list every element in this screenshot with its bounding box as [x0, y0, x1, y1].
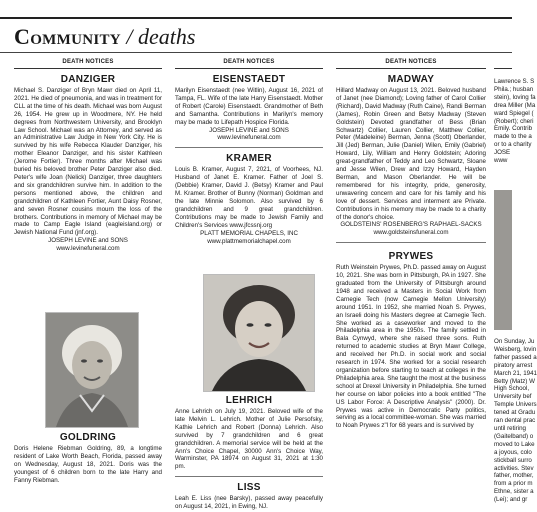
partial-notice-bottom-line: March 21, 1941 — [494, 369, 537, 377]
photo-lehrich — [203, 274, 315, 392]
partial-notice-top-line: drea Miller (Ma — [494, 101, 536, 109]
partial-notice-bottom-line: a joyous, colo — [494, 448, 532, 456]
notice-divider — [175, 476, 323, 477]
notice-divider — [336, 242, 486, 243]
website-danziger: www.levinefuneral.com — [56, 245, 120, 253]
section-title: Community — [14, 24, 121, 49]
partial-notice-bottom — [494, 338, 537, 504]
partial-notice-top-line: Lawrence S. S — [494, 78, 535, 85]
partial-notice-top-line: stein), loving fa — [494, 93, 536, 101]
column-3 — [336, 58, 486, 430]
partial-notice-bottom-line: High School, — [494, 385, 530, 393]
column-1 — [14, 58, 162, 253]
column-4-partial — [494, 58, 512, 69]
partial-notice-bottom-line: ran dental prac — [494, 417, 536, 425]
partial-notice-bottom-line: On Sunday, Ju — [494, 338, 535, 345]
obituary-text-lehrich: Anne Lehrich on July 19, 2021. Beloved wife of the late Melvin L. Lehrich. Mother of Julie Persofsky, Kathie Lehrich and Robert (Donna) Lehrich. Also survived by 7 grandchildren and 6 great grandchildren. A memorial service will be held at the Ann's Choice Chapel, 30000 Ann's Choice Way, Warminster, PA 18974 on August 31, 2021 at 1:30 pm. — [175, 408, 323, 471]
partial-notice-top-line: or to a charity — [494, 141, 532, 149]
photo-partial — [494, 190, 512, 330]
partial-notice-bottom-line: until retiring — [494, 424, 526, 432]
obituary-name-prywes: PRYWES — [388, 251, 434, 263]
partial-notice-bottom-line: University bef — [494, 393, 532, 401]
partial-notice-bottom-line: stickball surro — [494, 456, 532, 464]
header-rule — [0, 52, 512, 53]
partial-notice-bottom-line: Weisberg, lovin — [494, 345, 537, 353]
obituary-name-eisenstaedt: EISENSTAEDT — [212, 74, 286, 85]
obituary-text-eisenstaedt: Marilyn Eisenstaedt (nee Witlin), August 16, 2021 of Tampa, FL. Wife of the late Harry Eisenstaedt. Mother of Robert (Carole) Eisenstaedt. Grandmother of Beth and Samantha. Contributions in Marilyn's memory may be made to Lifepath Hospice Florida. — [175, 87, 323, 126]
photo-goldring — [45, 312, 139, 428]
partial-notice-top-line: www — [494, 157, 508, 165]
partial-notice-bottom-line: (Lei); and gr — [494, 496, 528, 504]
funeral-home-eisenstaedt: JOSEPH LEVINE and SONS — [209, 126, 289, 134]
header-separator: / — [120, 24, 139, 49]
obituary-text-madway: Hillard Madway on August 13, 2021. Beloved husband of Janet (nee Diamond); Loving father of Carol Collier (Richard), David Madway (Ruth Caine), Randi Berman (James), Robin Green and Betsy Madway (Steven Goldstein) Devoted grandfather of Bess (Brian Schwartz) Collier, Lauren Collier, Matthew Collier, Peter (Madeleine) Berman, Jenna (Scott) Oberlander, Jill (Jed) Berman, Julie (Daniel) Wilen, Emily (Gabriel) Howard, Lily, William and Henry Goldstein; Adoring great-grandfather of Teddy and Leo Schwartz, Sloane and Jesse Wilen, Drew and Izzy Howard, Hayden Berman, and Mason Oberlander. He will be remembered for his integrity, pride, generosity, unwavering concern and care for his family and his love of dessert. Services and interment are Private. Contributions in his memory may be made to a charity of the donor's choice. — [336, 87, 486, 221]
website-kramer: www.plattmemorialchapel.com — [207, 237, 291, 245]
partial-notice-top — [494, 78, 536, 165]
partial-notice-top-line: JOSE — [494, 149, 511, 157]
lehrich-block — [175, 395, 323, 511]
partial-notice-bottom-line: father passed a — [494, 353, 537, 361]
page-header — [14, 22, 196, 52]
column-header-partial — [494, 58, 512, 69]
column-header: DEATH NOTICES — [14, 58, 162, 69]
obituary-name-liss: LISS — [237, 482, 261, 494]
partial-notice-top-line: (Robert); cheri — [494, 117, 534, 125]
partial-notice-bottom-line: tened at Gradu — [494, 409, 536, 417]
column-2 — [175, 58, 323, 245]
partial-notice-bottom-line: Temple Univers — [494, 401, 537, 409]
portrait-goldring — [46, 313, 138, 427]
funeral-home-kramer: PLATT MEMORIAL CHAPELS, INC — [200, 229, 298, 237]
partial-notice-top-line: ward Spiegel ( — [494, 109, 534, 117]
portrait-lehrich — [204, 275, 314, 391]
website-madway: www.goldsteinsfuneral.com — [373, 229, 449, 237]
top-rule — [0, 17, 512, 19]
partial-notice-bottom-line: Ethne, sister a — [494, 488, 534, 496]
partial-notice-top-line: Emily. Contrib — [494, 125, 533, 133]
obituary-text-kramer: Louis B. Kramer, August 7, 2021, of Voorhees, NJ. Husband of Janet E. Kramer. Father of Joel S. (Debbie) Kramer, David J. (Betsy) Kramer and Paul M. Kramer. Brother of Bunny (Norman) Goldman and the late Minnie Solomon. Also survived by 6 grandchildren and 9 great grandchildren. Contributions may be made to Jewish Family and Children's Services www.jfcssnj.org — [175, 166, 323, 229]
funeral-home-madway: GOLDSTEINS' ROSENBERG'S RAPHAEL-SACKS — [340, 221, 482, 229]
partial-notice-bottom-line: from a prior m — [494, 480, 533, 488]
obituary-name-madway: MADWAY — [387, 74, 435, 85]
obituary-text-danziger: Michael S. Danziger of Bryn Mawr died on April 11, 2021. He died of pneumonia, and was in treatment for CLL at the time of his death. Michael was born August 26, 1954. He grew up in Woodmere, NY. He held degrees from Northwestern University, and Brooklyn Law School. Michael was an Attorney, and served as an Administrative Law Judge in New York City. He is survived by his wife Rebecca Klauder Danziger, his mother Eleanor Danziger, and his sister Kathleen (Jerome Fortier). Three months after Michael was buried his beloved brother Peter Danziger also died. Peter's wife Joan (Nelick) Danziger, three daughters and six grandchildren survive him. In addition to the persons mentioned above, the children and grandchildren of Kathleen Fortier, Aunt Daisy Rosner, and seven Rosner cousins mourn the loss of the brothers. Contributions in memory of Michael may be made to Camp Eagle Island (eagleisland.org) or Jewish National Fund (jnf.org). — [14, 87, 162, 237]
partial-notice-bottom-line: moved to Lake — [494, 440, 535, 448]
subsection-title: deaths — [138, 24, 196, 49]
partial-notice-bottom-line: activities. Stev — [494, 464, 534, 472]
partial-notice-bottom-line: father, mother, — [494, 472, 534, 480]
partial-notice-bottom-line: piratory arrest — [494, 361, 533, 369]
partial-notice-top-line: made to the a — [494, 133, 532, 141]
obituary-text-goldring: Doris Helene Riebman Goldring, 89, a longtime resident of Lake Worth Beach, Florida, passed away on Wednesday, August 18, 2021. Doris was the youngest of 6 children born to the late Harry and Fanny Riebman. — [14, 445, 162, 484]
partial-notice-bottom-line: Betty (Matz) W — [494, 377, 535, 385]
column-header: DEATH NOTICES — [175, 58, 323, 69]
obituary-name-goldring: GOLDRING — [59, 432, 117, 443]
website-eisenstaedt: www.levinefuneral.com — [217, 134, 281, 142]
obituary-name-lehrich: LEHRICH — [225, 395, 273, 406]
column-header: DEATH NOTICES — [336, 58, 486, 69]
funeral-home-danziger: JOSEPH LEVINE and SONS — [48, 237, 128, 245]
partial-notice-bottom-line: (Gaitelband) o — [494, 432, 534, 440]
notice-divider — [175, 147, 323, 148]
partial-notice-top-line: Phila.; husban — [494, 85, 534, 93]
obituary-name-danziger: DANZIGER — [60, 74, 116, 85]
goldring-block — [14, 432, 162, 485]
obituary-text-prywes: Ruth Weinstein Prywes, Ph.D. passed away on August 10, 2021. She was born in Pittsburgh, PA in 1927. She graduated from the University of Pittsburgh around 1948 and received a Masters in Social Work from Carnegie Tech (now Carnegie Mellon University) around 1951. In 1952, she married Noah S. Prywes, an Israeli doing his Masters degree at Carnegie Tech. She worked as a caseworker and moved to the Philadelphia area in the 1950s. The family settled in Bala Cynwyd, where she raised three sons. Ruth returned to academic studies at Bryn Mawr College, and received her Ph.D. in social work and social research in 1974. She worked for a social research organization before starting to teach at colleges in the Philadelphia area. She taught the most at the business school at Drexel University in Philadelphia. She turned her course on labor policies into a book entitled "The US Labor Force: A Descriptive Analysis" (2000). Dr. Prywes was active in Democratic Party politics, serving as a local committee-woman. She was married to Noah Prywes z"l for 68 years and is survived by — [336, 264, 486, 430]
obituary-text-liss: Leah E. Liss (nee Barsky), passed away peacefully on August 14, 2021, in Ewing, NJ. — [175, 495, 323, 511]
obituary-name-kramer: KRAMER — [226, 153, 272, 165]
